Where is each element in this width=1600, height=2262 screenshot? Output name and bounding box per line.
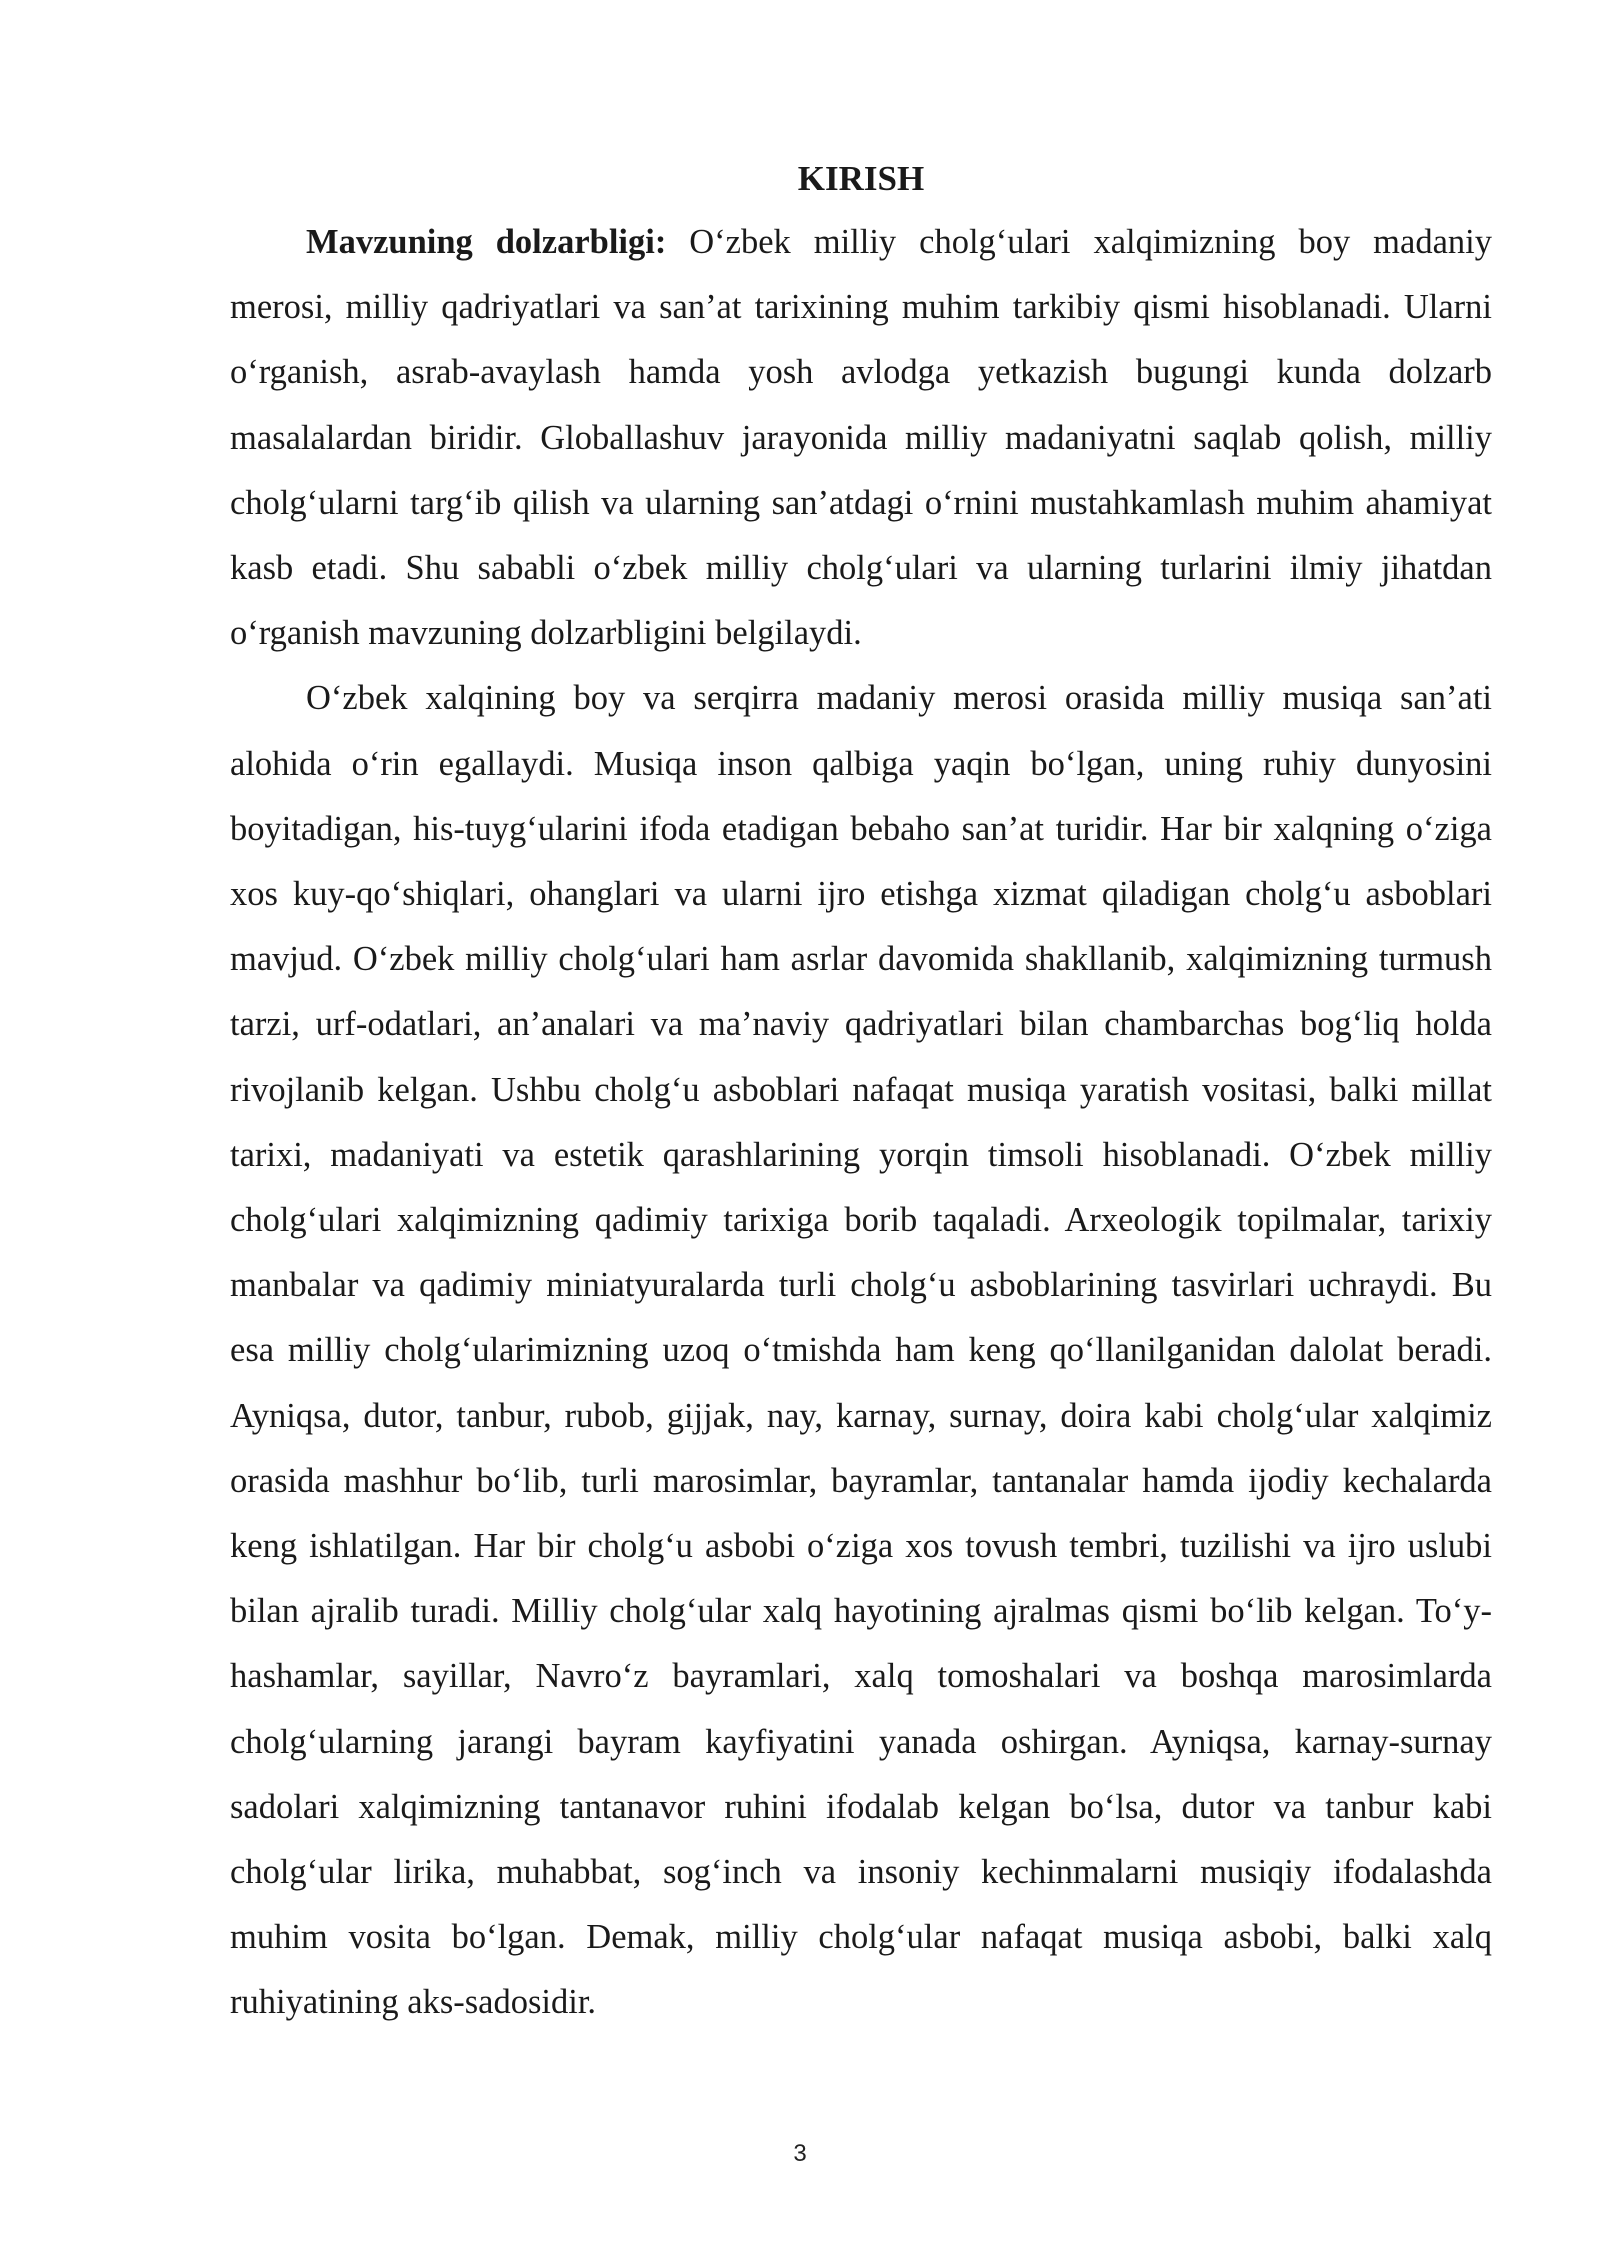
paragraph-music-heritage: O‘zbek xalqining boy va serqirra madaniy merosi orasida milliy musiqa san’ati alohida o‘rin egallaydi. Musiqa inson qalbiga yaqin bo‘lgan, uning ruhiy dunyosini boyitadigan, his-tuyg‘ularini ifoda etadigan bebaho san’at turidir. Har bir xalqning o‘ziga xos kuy-qo‘shiqlari, ohanglari va ularni ijro etishga xizmat qiladigan cholg‘u asboblari mavjud. O‘zbek milliy cholg‘ulari ham asrlar davomida shakllanib, xalqimizning turmush tarzi, urf-odatlari, an’analari va ma’naviy qadriyatlari bilan chambarchas bog‘liq holda rivojlanib kelgan. Ushbu cholg‘u asboblari nafaqat musiqa yaratish vositasi, balki millat tarixi, madaniyati va estetik qarashlarining yorqin timsoli hisoblanadi. O‘zbek milliy cholg‘ulari xalqimizning qadimiy tarixiga borib taqaladi. Arxeologik topilmalar, tarixiy manbalar va qadimiy miniatyuralarda turli cholg‘u asboblarining tasvirlari uchraydi. Bu esa milliy cholg‘ularimizning uzoq o‘tmishda ham keng qo‘llanilganidan dalolat beradi. Ayniqsa, dutor, tanbur, rubob, gijjak, nay, karnay, surnay, doira kabi cholg‘ular xalqimiz orasida mashhur bo‘lib, turli marosimlar, bayramlar, tantanalar hamda ijodiy kechalarda keng ishlatilgan. Har bir cholg‘u asbobi o‘ziga xos tovush tembri, tuzilishi va ijro uslubi bilan ajralib turadi. Milliy cholg‘ular xalq hayotining ajralmas qismi bo‘lib kelgan. To‘y-hashamlar, sayillar, Navro‘z bayramlari, xalq tomoshalari va boshqa marosimlarda cholg‘ularning jarangi bayram kayfiyatini yanada oshirgan. Ayniqsa, karnay-surnay sadolari xalqimizning tantanavor ruhini ifodalab kelgan bo‘lsa, dutor va tanbur kabi cholg‘ular lirika, muhabbat, sog‘inch va insoniy kechinmalarni musiqiy ifodalashda muhim vosita bo‘lgan. Demak, milliy cholg‘ular nafaqat musiqa asbobi, balki xalq ruhiyatining aks-sadosidir. (230, 679, 1492, 2022)
paragraph-relevance (230, 210, 1492, 666)
page-content (230, 148, 1492, 2036)
relevance-text: O‘zbek milliy cholg‘ulari xalqimizning boy madaniy merosi, milliy qadriyatlari va san’at tarixining muhim tarkibiy qismi hisoblanadi. Ularni o‘rganish, asrab-avaylash hamda yosh avlodga yetkazish bugungi kunda dolzarb masalalardan biridir. Globallashuv jarayonida milliy madaniyatni saqlab qolish, milliy cholg‘ularni targ‘ib qilish va ularning san’atdagi o‘rnini mustahkamlash muhim ahamiyat kasb etadi. Shu sababli o‘zbek milliy cholg‘ulari va ularning turlarini ilmiy jihatdan o‘rganish mavzuning dolzarbligini belgilaydi. (230, 223, 1492, 653)
section-heading: KIRISH (797, 159, 925, 198)
page-number: 3 (793, 2140, 807, 2167)
relevance-lead: Mavzuning dolzarbligi: (306, 223, 667, 261)
